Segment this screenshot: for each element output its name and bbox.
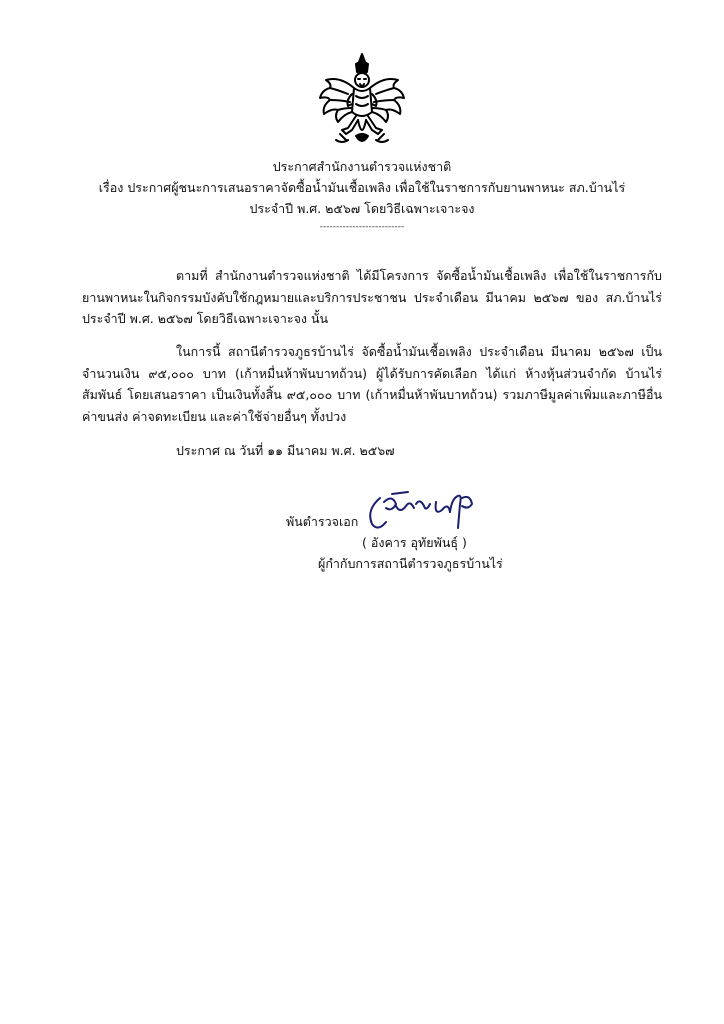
announcement-date: ประกาศ ณ วันที่ ๑๑ มีนาคม พ.ศ. ๒๕๖๗ xyxy=(176,443,395,458)
signatory-name: ( อังคาร อุทัยพันธุ์ ) xyxy=(362,535,467,550)
garuda-emblem-icon xyxy=(312,50,412,150)
paragraph-award: ในการนี้ สถานีตำรวจภูธรบ้านไร่ จัดซื้อน้ำมันเชื้อเพลิง ประจำเดือน มีนาคม ๒๕๖๗ เป็นจำนวนเงิน ๙๕,๐๐๐ บาท (เก้าหมื่นห้าพันบาทถ้วน) ผู้ได้รับการคัดเลือก ได้แก่ ห้างหุ้นส่วนจำกัด บ้านไร่สัมพันธ์ โดยเสนอราคา เป็นเงินทั้งสิ้น ๙๕,๐๐๐ บาท (เก้าหมื่นห้าพันบาทถ้วน) รวมภาษีมูลค่าเพิ่มและภาษีอื่น ค่าขนส่ง ค่าจดทะเบียน และค่าใช้จ่ายอื่นๆ ทั้งปวง xyxy=(82,344,662,424)
document-subject-line2: ประจำปี พ.ศ. ๒๕๖๗ โดยวิธีเฉพาะเจาะจง xyxy=(249,201,475,216)
signatory-position: ผู้กำกับการสถานีตำรวจภูธรบ้านไร่ xyxy=(318,556,503,571)
divider: -------------------------- xyxy=(319,222,405,232)
document-title: ประกาศสำนักงานตำรวจแห่งชาติ xyxy=(272,159,452,174)
signatory-rank: พันตำรวจเอก xyxy=(286,514,359,529)
paragraph-background: ตามที่ สำนักงานตำรวจแห่งชาติ ได้มีโครงการ จัดซื้อน้ำมันเชื้อเพลิง เพื่อใช้ในราชการกับยานพาหนะในกิจกรรมบังคับใช้กฎหมายและบริการประชาชน ประจำเดือน มีนาคม ๒๕๖๗ ของ สภ.บ้านไร่ ประจำปี พ.ศ. ๒๕๖๗ โดยวิธีเฉพาะเจาะจง นั้น xyxy=(82,268,662,326)
document-subject: เรื่อง ประกาศผู้ชนะการเสนอราคาจัดซื้อน้ำมันเชื้อเพลิง เพื่อใช้ในราชการกับยานพาหนะ สภ.บ้านไร่ xyxy=(98,180,626,195)
